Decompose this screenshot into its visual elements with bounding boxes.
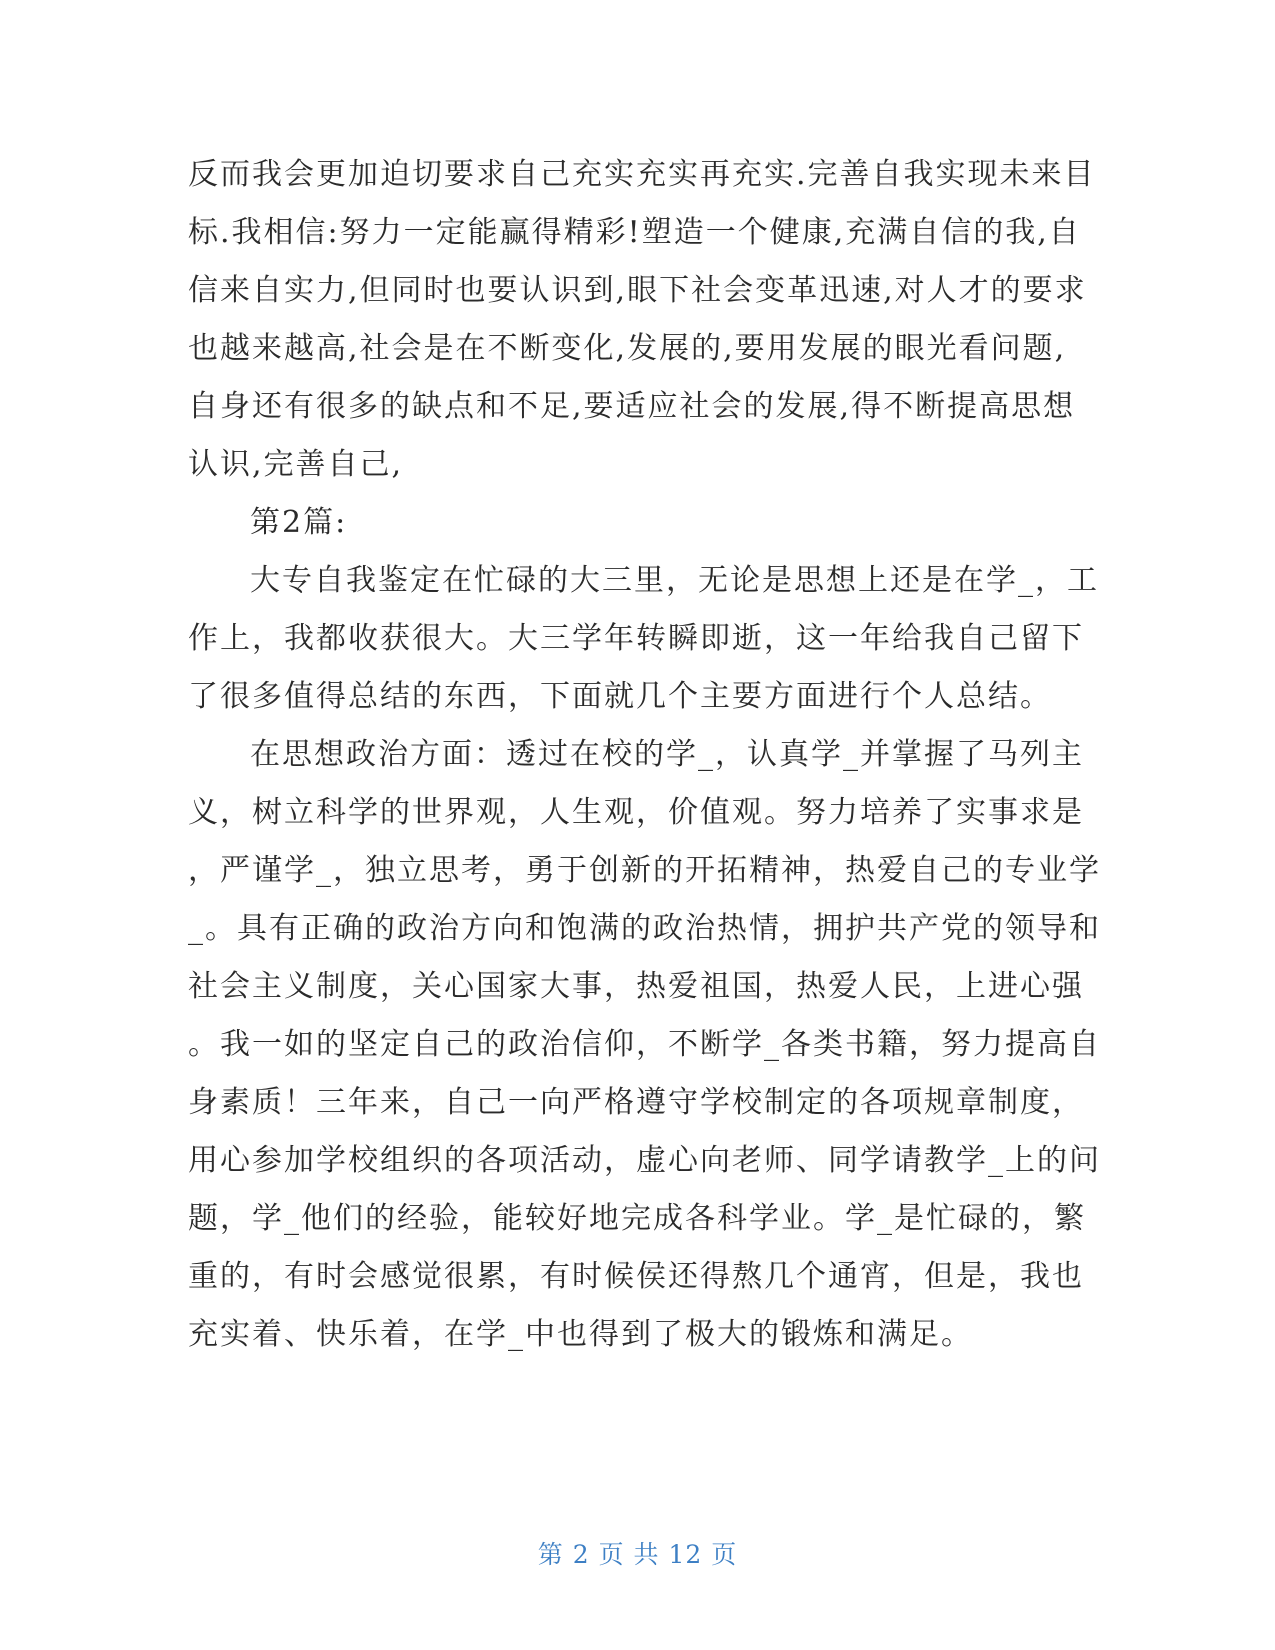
text-line: 也越来越高,社会是在不断变化,发展的,要用发展的眼光看问题, (188, 331, 1067, 366)
text-line: 反而我会更加迫切要求自己充实充实再充实.完善自我实现未来目 (188, 157, 1096, 192)
section-heading: 第2篇: (250, 505, 348, 540)
text-line: 信来自实力,但同时也要认识到,眼下社会变革迅速,对人才的要求 (188, 273, 1087, 308)
document-body (188, 146, 1101, 1364)
text-line: 重的，有时会感觉很累，有时候侯还得熬几个通宵，但是，我也 (188, 1259, 1084, 1294)
text-line: 在思想政治方面：透过在校的学_，认真学_并掌握了马列主 (250, 737, 1084, 772)
text-line: 身素质！三年来，自己一向严格遵守学校制定的各项规章制度， (188, 1085, 1084, 1120)
text-line: ，严谨学_，独立思考，勇于创新的开拓精神，热爱自己的专业学 (188, 853, 1101, 888)
text-line: 题，学_他们的经验，能较好地完成各科学业。学_是忙碌的，繁 (188, 1201, 1086, 1236)
text-line: _。具有正确的政治方向和饱满的政治热情，拥护共产党的领导和 (188, 911, 1101, 946)
text-line: 用心参加学校组织的各项活动，虚心向老师、同学请教学_上的问 (188, 1143, 1101, 1178)
text-line: 。我一如的坚定自己的政治信仰，不断学_各类书籍，努力提高自 (188, 1027, 1101, 1062)
text-line: 了很多值得总结的东西，下面就几个主要方面进行个人总结。 (188, 679, 1052, 714)
text-line: 充实着、快乐着，在学_中也得到了极大的锻炼和满足。 (188, 1317, 973, 1352)
text-line: 作上，我都收获很大。大三学年转瞬即逝，这一年给我自己留下 (188, 621, 1084, 656)
page-footer (0, 1535, 1275, 1571)
text-line: 义，树立科学的世界观，人生观，价值观。努力培养了实事求是 (188, 795, 1084, 830)
text-line: 标.我相信:努力一定能赢得精彩!塑造一个健康,充满自信的我,自 (188, 215, 1081, 250)
page-number: 第 2 页 共 12 页 (537, 1540, 738, 1569)
text-line: 大专自我鉴定在忙碌的大三里，无论是思想上还是在学_，工 (250, 563, 1099, 598)
text-line: 认识,完善自己, (188, 447, 404, 482)
text-line: 自身还有很多的缺点和不足,要适应社会的发展,得不断提高思想 (188, 389, 1076, 424)
text-line: 社会主义制度，关心国家大事，热爱祖国，热爱人民，上进心强 (188, 969, 1084, 1004)
